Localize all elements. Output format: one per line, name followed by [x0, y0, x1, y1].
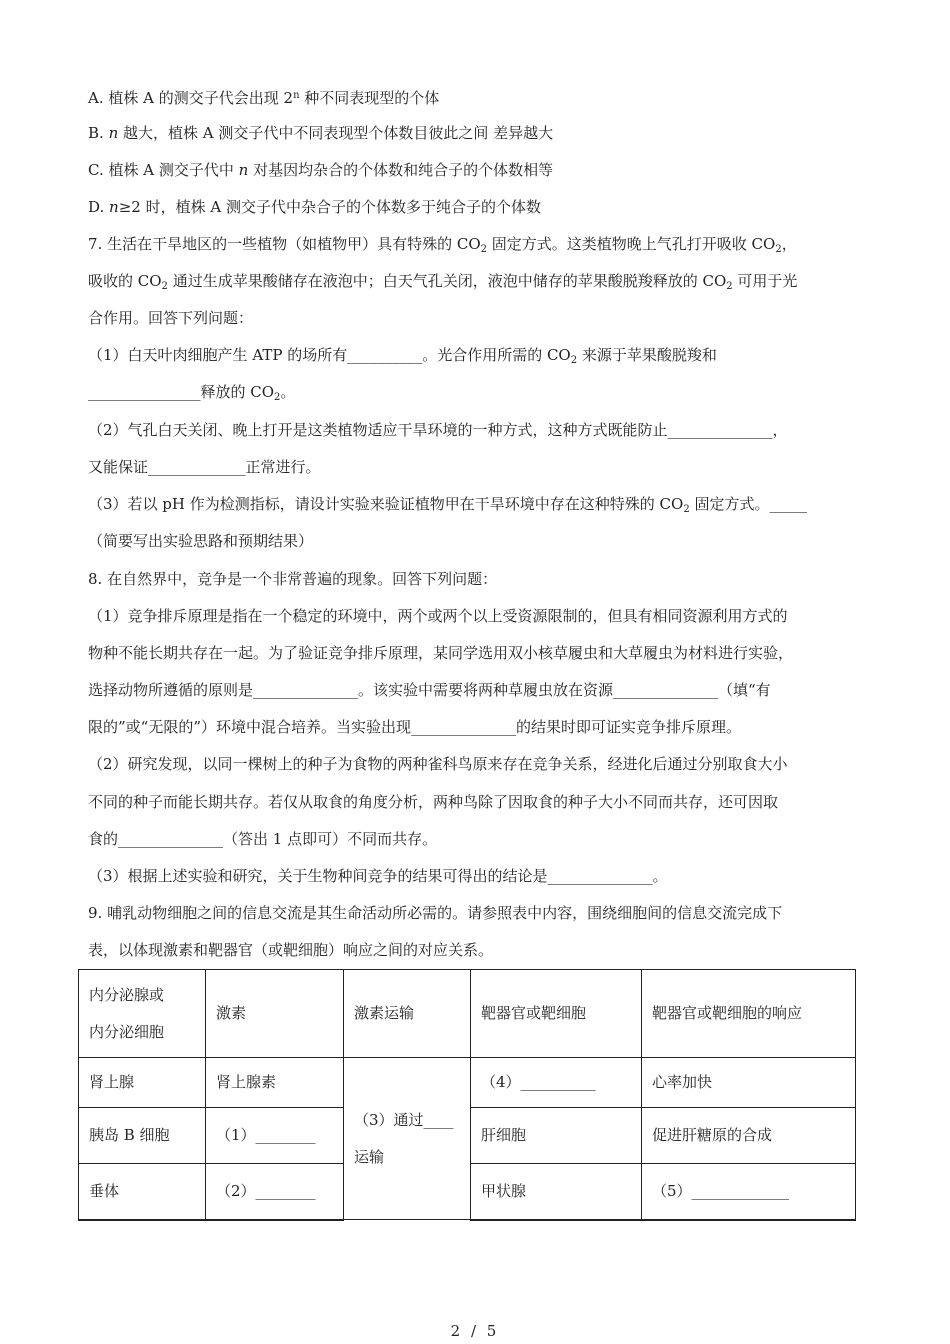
q7-text: 。 [280, 383, 296, 401]
q7-line-2 [88, 271, 797, 297]
cell-transport [344, 1058, 471, 1220]
transport-text: 运输 [354, 1147, 385, 1166]
q7-part-2: （2）气孔白天关闭、晚上打开是这类植物适应干旱环境的一种方式，这种方式既能防止______________， [88, 421, 788, 439]
q7-text: 可用于光 [732, 272, 798, 290]
table-row [79, 1058, 856, 1108]
option-b-label: B. [88, 124, 109, 142]
q7-text: _______________释放的 CO [88, 383, 275, 401]
table-header-row [79, 970, 856, 1058]
header-hormone: 激素 [206, 970, 344, 1058]
q7-part-1 [88, 345, 717, 371]
option-b-n: n [108, 124, 119, 142]
q8-part-1-cont: 限的”或“无限的”）环境中混合培养。当实验出现______________的结果时即可证实竞争排斥原理。 [88, 718, 742, 736]
transport-blank: （3）通过____ [354, 1110, 454, 1129]
sub-2: 2 [161, 281, 168, 292]
q8-part-1-cont: 物种不能长期共存在一起。为了验证竞争排斥原理，某同学选用双小核草履虫和大草履虫为材料进行实验， [88, 644, 794, 662]
option-a-text: A. 植株 A 的测交子代会出现 2 [88, 89, 294, 107]
q7-text: 通过生成苹果酸储存在液泡中；白天气孔关闭，液泡中储存的苹果酸脱羧释放的 CO [167, 272, 727, 290]
q7-line-1 [88, 234, 797, 260]
q7-part-1-cont [88, 382, 295, 408]
q7-part-3-cont: （简要写出实验思路和预期结果） [88, 532, 314, 550]
option-c [88, 160, 553, 180]
q7-part-2-cont: 又能保证_____________正常进行。 [88, 458, 321, 476]
sub-2: 2 [570, 355, 578, 366]
q7-line-3: 合作用。回答下列问题： [88, 309, 254, 327]
header-gland-line2: 内分泌细胞 [89, 1022, 165, 1041]
option-c-text: 对基因均杂合的个体数和纯合子的个体数相等 [248, 161, 554, 179]
q7-text: 7. 生活在干旱地区的一些植物（如植物甲）具有特殊的 CO [88, 235, 481, 253]
sub-2: 2 [683, 504, 690, 515]
sub-2: 2 [480, 244, 487, 255]
q8-part-2-cont: 食的______________（答出 1 点即可）不同而共存。 [88, 830, 438, 848]
sub-2: 2 [726, 281, 733, 292]
option-a-suffix: 种不同表现型的个体 [299, 89, 440, 107]
sub-2: 2 [775, 244, 782, 255]
cell-hormone: （2）________ [206, 1164, 344, 1220]
cell-gland: 肾上腺 [79, 1058, 206, 1108]
cell-gland: 垂体 [79, 1164, 206, 1220]
q9-line-2: 表，以体现激素和靶器官（或靶细胞）响应之间的对应关系。 [88, 941, 494, 959]
cell-response: 心率加快 [642, 1058, 856, 1108]
q8-part-2: （2）研究发现，以同一棵树上的种子为食物的两种雀科鸟原来存在竞争关系，经进化后通过分别取食大小 [88, 755, 788, 773]
cell-target: （4）__________ [471, 1058, 642, 1108]
q7-part-3 [88, 494, 807, 520]
q8-part-3: （3）根据上述实验和研究，关于生物种间竞争的结果可得出的结论是______________。 [88, 867, 668, 885]
option-a [88, 86, 439, 108]
cell-hormone: 肾上腺素 [206, 1058, 344, 1108]
q7-text: ， [781, 235, 797, 253]
option-a-sup: n [293, 90, 300, 101]
q8-part-1-cont: 选择动物所遵循的原则是______________。该实验中需要将两种草履虫放在资源______________（填“有 [88, 681, 771, 699]
cell-target: 肝细胞 [471, 1108, 642, 1164]
q7-text: 来源于苹果酸脱羧和 [577, 346, 717, 364]
option-d-n: n [109, 198, 119, 216]
q7-text: 固定方式。这类植物晚上气孔打开吸收 CO [487, 235, 776, 253]
q8-part-2-cont: 不同的种子而能长期共存。若仅从取食的角度分析，两种鸟除了因取食的种子大小不同而共存，还可因取 [88, 793, 779, 811]
header-transport: 激素运输 [344, 970, 471, 1058]
cell-response: 促进肝糖原的合成 [642, 1108, 856, 1164]
q7-text: （3）若以 pH 作为检测指标，请设计实验来验证植物甲在干旱环境中存在这种特殊的 CO [88, 495, 684, 513]
hormone-table [78, 969, 856, 1221]
q9-line-1: 9. 哺乳动物细胞之间的信息交流是其生命活动所必需的。请参照表中内容，围绕细胞间的信息交流完成下 [88, 904, 783, 922]
q8-line-1: 8. 在自然界中，竞争是一个非常普遍的现象。回答下列问题： [88, 570, 498, 588]
cell-target: 甲状腺 [471, 1164, 642, 1220]
cell-response: （5）_____________ [642, 1164, 856, 1220]
option-d-label: D. [88, 198, 110, 216]
q8-part-1: （1）竞争排斥原理是指在一个稳定的环境中，两个或两个以上受资源限制的，但具有相同资源利用方式的 [88, 607, 788, 625]
cell-hormone: （1）________ [206, 1108, 344, 1164]
option-b [88, 123, 553, 143]
header-response: 靶器官或靶细胞的响应 [642, 970, 856, 1058]
option-c-n: n [238, 161, 249, 179]
q7-text: 固定方式。_____ [689, 495, 807, 513]
sub-2: 2 [274, 392, 281, 403]
header-gland [79, 970, 206, 1058]
q7-text: 吸收的 CO [88, 272, 162, 290]
header-target: 靶器官或靶细胞 [471, 970, 642, 1058]
cell-gland: 胰岛 B 细胞 [79, 1108, 206, 1164]
q7-text: （1）白天叶肉细胞产生 ATP 的场所有__________。光合作用所需的 CO [88, 346, 571, 364]
option-d [88, 197, 541, 217]
option-d-text: ≥2 时，植株 A 测交子代中杂合子的个体数多于纯合子的个体数 [118, 198, 541, 216]
page-number: 2 / 5 [450, 1322, 500, 1340]
option-c-label: C. 植株 A 测交子代中 [88, 161, 239, 179]
option-b-text: 越大，植株 A 测交子代中不同表现型个体数目彼此之间 差异越大 [118, 124, 554, 142]
header-gland-line1: 内分泌腺或 [89, 985, 165, 1004]
